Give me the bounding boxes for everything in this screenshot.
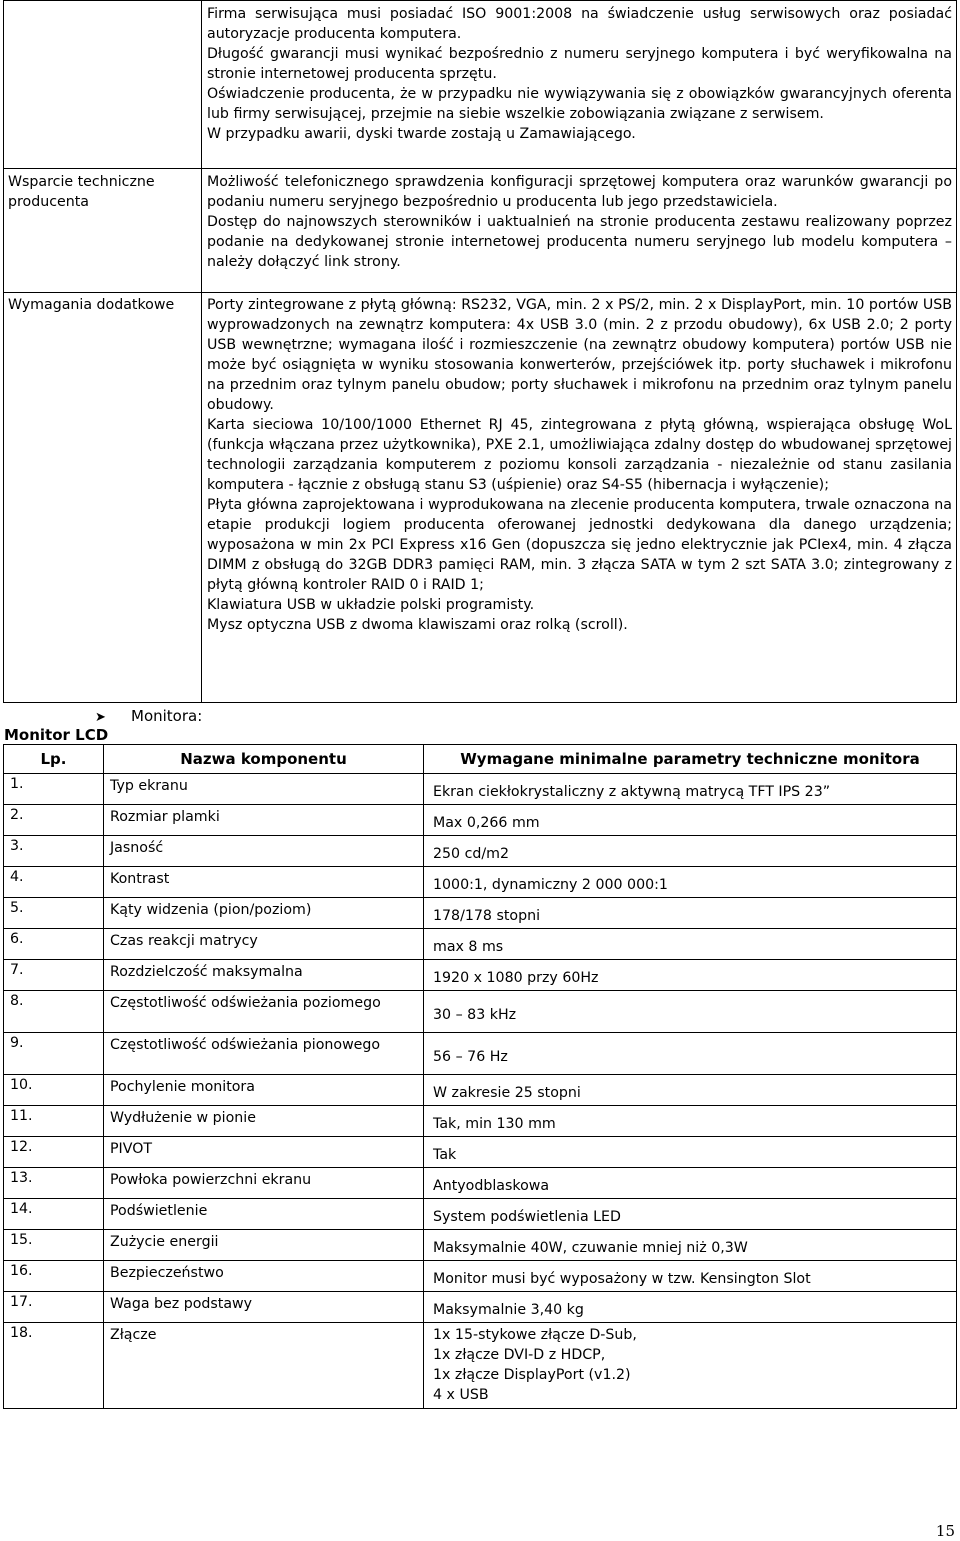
row-component: Rozdzielczość maksymalna (104, 960, 424, 991)
warranty-line: Firma serwisująca musi posiadać ISO 9001:2008 na świadczenie usług serwisowych oraz posiadać autoryzacje producenta komputera. (207, 6, 952, 42)
row-value: 1000:1, dynamiczny 2 000 000:1 (424, 867, 957, 898)
requirements-table (3, 0, 957, 703)
row-value: Tak, min 130 mm (424, 1106, 957, 1137)
row-number: 18. (4, 1323, 104, 1409)
row-value: Ekran ciekłokrystaliczny z aktywną matrycą TFT IPS 23” (424, 774, 957, 805)
row-value (424, 1323, 957, 1409)
row-number: 7. (4, 960, 104, 991)
row-value: 178/178 stopni (424, 898, 957, 929)
row-component: Częstotliwość odświeżania pionowego (104, 1033, 424, 1075)
row-value: W zakresie 25 stopni (424, 1075, 957, 1106)
row-component: Częstotliwość odświeżania poziomego (104, 991, 424, 1033)
additional-line: Płyta główna zaprojektowana i wyprodukowana na zlecenie producenta komputera, trwale oznaczona na etapie produkcji logiem producenta oferowanej jednostki dedykowana dla danego urządzenia; wyposażona w min 2x PCI Express x16 Gen (dopuszcza się jedno elektrycznie jak PCIex4, min. 4 złącza DIMM z obsługą do 32GB DDR3 pamięci RAM, min. 3 złącza SATA w tym 2 szt SATA 3.0; zintegrowany z płytą główną kontroler RAID 0 i RAID 1; (207, 497, 952, 593)
table-header-row (4, 745, 957, 774)
table-row (4, 774, 957, 805)
row-value: Maksymalnie 40W, czuwanie mniej niż 0,3W (424, 1230, 957, 1261)
row-number: 13. (4, 1168, 104, 1199)
table-row (4, 1168, 957, 1199)
table-row (4, 1075, 957, 1106)
row-component: Rozmiar plamki (104, 805, 424, 836)
row-number: 12. (4, 1137, 104, 1168)
warranty-label-cell (4, 1, 202, 169)
bullet-text: Monitora: (131, 707, 203, 725)
row-component: Bezpieczeństwo (104, 1261, 424, 1292)
row-component: Pochylenie monitora (104, 1075, 424, 1106)
row-component: Złącze (104, 1323, 424, 1409)
row-number: 11. (4, 1106, 104, 1137)
bullet-item (95, 707, 202, 725)
row-component: Zużycie energii (104, 1230, 424, 1261)
page-number: 15 (935, 1522, 955, 1540)
section-subheading: Monitor LCD (4, 726, 109, 744)
row-value: 56 – 76 Hz (424, 1033, 957, 1075)
row-component: Kontrast (104, 867, 424, 898)
row-component: Czas reakcji matrycy (104, 929, 424, 960)
support-content (202, 169, 957, 293)
row-component: Jasność (104, 836, 424, 867)
additional-line: Porty zintegrowane z płytą główną: RS232, VGA, min. 2 x PS/2, min. 2 x DisplayPort, min. 10 portów USB wyprowadzonych na zewnątrz komputera: 4x USB 3.0 (min. 2 z przodu obudowy), 6x USB 2.0; 2 porty USB wewnętrzne; wymagana ilość i rozmieszczenie (na zewnątrz obudowy komputera) portów USB nie może być osiągnięta w wyniku stosowania konwerterów, przejściówek itp. porty słuchawek i mikrofonu na przednim oraz tylnym panelu obudow; porty słuchawek i mikrofonu na przednim oraz tylnym panelu obudowy. (207, 297, 952, 413)
row-number: 2. (4, 805, 104, 836)
connector-line: 1x 15-stykowe złącze D-Sub, (433, 1327, 637, 1343)
table-row (4, 1106, 957, 1137)
table-row (4, 960, 957, 991)
row-value: System podświetlenia LED (424, 1199, 957, 1230)
row-number: 3. (4, 836, 104, 867)
row-number: 4. (4, 867, 104, 898)
row-number: 10. (4, 1075, 104, 1106)
header-lp: Lp. (4, 745, 104, 774)
row-value: Monitor musi być wyposażony w tzw. Kensington Slot (424, 1261, 957, 1292)
additional-content (202, 293, 957, 703)
row-number: 17. (4, 1292, 104, 1323)
table-row (4, 898, 957, 929)
table-row (4, 929, 957, 960)
arrow-bullet-icon: ➤ (95, 710, 106, 725)
additional-row (4, 293, 957, 703)
table-row (4, 1323, 957, 1409)
row-number: 8. (4, 991, 104, 1033)
row-number: 5. (4, 898, 104, 929)
connector-line: 1x złącze DVI-D z HDCP, (433, 1347, 606, 1363)
additional-line: Klawiatura USB w układzie polski programisty. (207, 597, 535, 613)
warranty-content (202, 1, 957, 169)
table-row (4, 805, 957, 836)
warranty-line: Oświadczenie producenta, że w przypadku nie wywiązywania się z obowiązków gwarancyjnych oferenta lub firmy serwisującej, przejmie na siebie wszelkie zobowiązania związane z serwisem. (207, 86, 952, 122)
row-value: 30 – 83 kHz (424, 991, 957, 1033)
row-component: Wydłużenie w pionie (104, 1106, 424, 1137)
row-value: Tak (424, 1137, 957, 1168)
row-component: Powłoka powierzchni ekranu (104, 1168, 424, 1199)
row-number: 9. (4, 1033, 104, 1075)
support-line: Dostęp do najnowszych sterowników i uaktualnień na stronie producenta zestawu realizowany poprzez podanie na dedykowanej stronie internetowej producenta numeru seryjnego lub modelu komputera – należy dołączyć link strony. (207, 214, 952, 270)
connector-line: 4 x USB (433, 1387, 489, 1403)
row-value: Max 0,266 mm (424, 805, 957, 836)
row-number: 15. (4, 1230, 104, 1261)
table-row (4, 836, 957, 867)
support-row (4, 169, 957, 293)
warranty-line: W przypadku awarii, dyski twarde zostają u Zamawiającego. (207, 126, 636, 142)
row-value: max 8 ms (424, 929, 957, 960)
support-line: Możliwość telefonicznego sprawdzenia konfiguracji sprzętowej komputera oraz warunków gwarancji po podaniu numeru seryjnego bezpośrednio u producenta lub jego przedstawiciela. (207, 174, 952, 210)
table-row (4, 1033, 957, 1075)
additional-line: Mysz optyczna USB z dwoma klawiszami oraz rolką (scroll). (207, 617, 628, 633)
row-component: Podświetlenie (104, 1199, 424, 1230)
additional-label: Wymagania dodatkowe (4, 293, 202, 703)
row-component: Waga bez podstawy (104, 1292, 424, 1323)
table-row (4, 1137, 957, 1168)
row-component: Kąty widzenia (pion/poziom) (104, 898, 424, 929)
additional-line: Karta sieciowa 10/100/1000 Ethernet RJ 45, zintegrowana z płytą główną, wspierająca obsługę WoL (funkcja włączana przez użytkownika), PXE 2.1, umożliwiająca zdalny dostęp do wbudowanej sprzętowej technologii zarządzania komputerem z poziomu konsoli zarządzania - niezależnie od stanu zasilania komputera - łącznie z obsługą stanu S3 (uśpienie) oraz S4-S5 (hibernacja i wyłączenie); (207, 417, 952, 493)
table-row (4, 1199, 957, 1230)
row-component: PIVOT (104, 1137, 424, 1168)
connector-line: 1x złącze DisplayPort (v1.2) (433, 1367, 631, 1383)
row-number: 1. (4, 774, 104, 805)
monitor-table (3, 744, 957, 1409)
header-params: Wymagane minimalne parametry techniczne monitora (424, 745, 957, 774)
row-number: 16. (4, 1261, 104, 1292)
table-row (4, 867, 957, 898)
warranty-row (4, 1, 957, 169)
row-value: 1920 x 1080 przy 60Hz (424, 960, 957, 991)
table-row (4, 1230, 957, 1261)
support-label: Wsparcie techniczne producenta (4, 169, 202, 293)
row-value: Antyodblaskowa (424, 1168, 957, 1199)
table-row (4, 991, 957, 1033)
row-component: Typ ekranu (104, 774, 424, 805)
row-value: Maksymalnie 3,40 kg (424, 1292, 957, 1323)
warranty-line: Długość gwarancji musi wynikać bezpośrednio z numeru seryjnego komputera i być weryfikowalna na stronie internetowej producenta sprzętu. (207, 46, 952, 82)
row-number: 14. (4, 1199, 104, 1230)
row-value: 250 cd/m2 (424, 836, 957, 867)
row-number: 6. (4, 929, 104, 960)
header-name: Nazwa komponentu (104, 745, 424, 774)
table-row (4, 1261, 957, 1292)
table-row (4, 1292, 957, 1323)
